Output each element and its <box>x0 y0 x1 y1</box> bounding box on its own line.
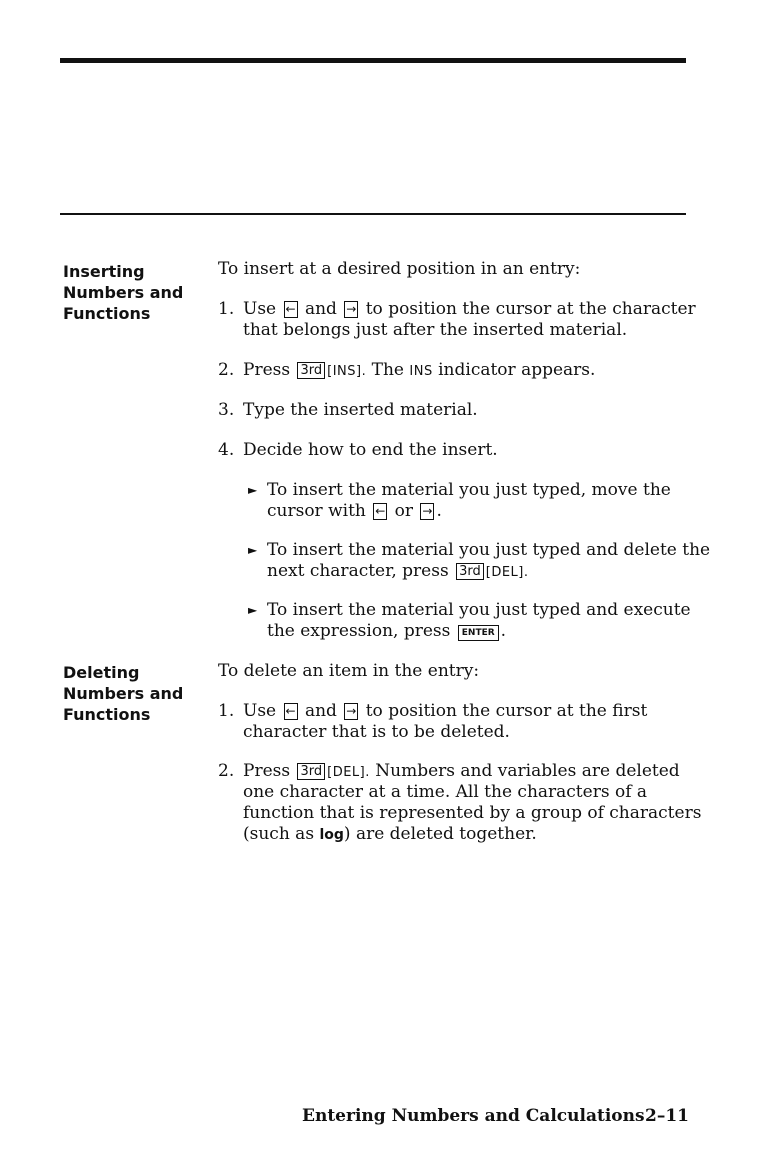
text: To insert the material you just typed, move the <box>267 480 671 500</box>
side-heading-inserting <box>63 261 183 324</box>
3rd-key-icon: 3rd <box>456 563 484 580</box>
text: and <box>304 299 337 319</box>
side-heading-deleting <box>63 662 183 725</box>
left-arrow-key-icon: ← <box>375 504 386 518</box>
text: Type the inserted material. <box>243 400 478 420</box>
heading-line: Numbers and <box>63 684 184 703</box>
right-arrow-key-icon: → <box>422 504 433 518</box>
enter-key-icon: ENTER <box>458 625 499 641</box>
heading-line: Numbers and <box>63 283 184 302</box>
text: to position the cursor at the character <box>365 299 696 319</box>
right-arrow-key-icon: → <box>346 704 357 718</box>
text: the expression, press <box>267 621 451 641</box>
text: cursor with <box>267 501 366 521</box>
text: . <box>500 621 507 641</box>
step-number: 1. <box>218 701 235 721</box>
text: To insert the material you just typed and delete the <box>267 540 711 560</box>
heading-line: Inserting <box>63 262 145 281</box>
text: (such as <box>243 824 315 844</box>
right-arrow-key-icon: → <box>346 302 357 316</box>
3rd-key-icon: 3rd <box>297 763 325 780</box>
3rd-key-icon: 3rd <box>297 362 325 379</box>
bullet-arrow-icon: ► <box>248 603 258 617</box>
section-rule <box>60 213 686 215</box>
text: Press <box>243 761 291 781</box>
left-arrow-key-icon: ← <box>285 302 296 316</box>
footer-chapter-title: Entering Numbers and Calculations <box>302 1106 645 1126</box>
ins-function: [INS]. <box>327 364 367 379</box>
text: Use <box>243 701 277 721</box>
text: function that is represented by a group of characters <box>243 803 702 823</box>
text: indicator appears. <box>438 360 596 380</box>
text: The <box>371 360 404 380</box>
step-number: 1. <box>218 299 235 319</box>
step-number: 2. <box>218 360 235 380</box>
footer-page-number: 2–11 <box>645 1106 689 1126</box>
step-number: 4. <box>218 440 235 460</box>
text: one character at a time. All the characters of a <box>243 782 648 802</box>
log-function-label: log <box>319 827 344 843</box>
heading-line: Functions <box>63 705 151 724</box>
ins-indicator: INS <box>409 364 433 379</box>
text: . <box>436 501 442 521</box>
inserting-intro: To insert at a desired position in an entry: <box>218 259 581 279</box>
heading-line: Deleting <box>63 663 140 682</box>
bullet-arrow-icon: ► <box>248 543 258 557</box>
text: Decide how to end the insert. <box>243 440 498 460</box>
text: character that is to be deleted. <box>243 722 510 742</box>
text: to position the cursor at the first <box>365 701 648 721</box>
text: To insert the material you just typed and execute <box>267 600 691 620</box>
text: that belongs just after the inserted material. <box>243 320 628 340</box>
text: and <box>304 701 337 721</box>
left-arrow-key-icon: ← <box>285 704 296 718</box>
top-rule <box>60 58 686 63</box>
text: Use <box>243 299 277 319</box>
step-number: 3. <box>218 400 235 420</box>
text: Press <box>243 360 291 380</box>
text: next character, press <box>267 561 449 581</box>
step-number: 2. <box>218 761 235 781</box>
text: or <box>394 501 414 521</box>
text: Numbers and variables are deleted <box>375 761 680 781</box>
heading-line: Functions <box>63 304 151 323</box>
del-function: [DEL]. <box>327 765 370 780</box>
bullet-arrow-icon: ► <box>248 483 258 497</box>
text: ) are deleted together. <box>343 824 537 844</box>
deleting-intro: To delete an item in the entry: <box>218 661 480 681</box>
del-function: [DEL]. <box>485 565 529 580</box>
